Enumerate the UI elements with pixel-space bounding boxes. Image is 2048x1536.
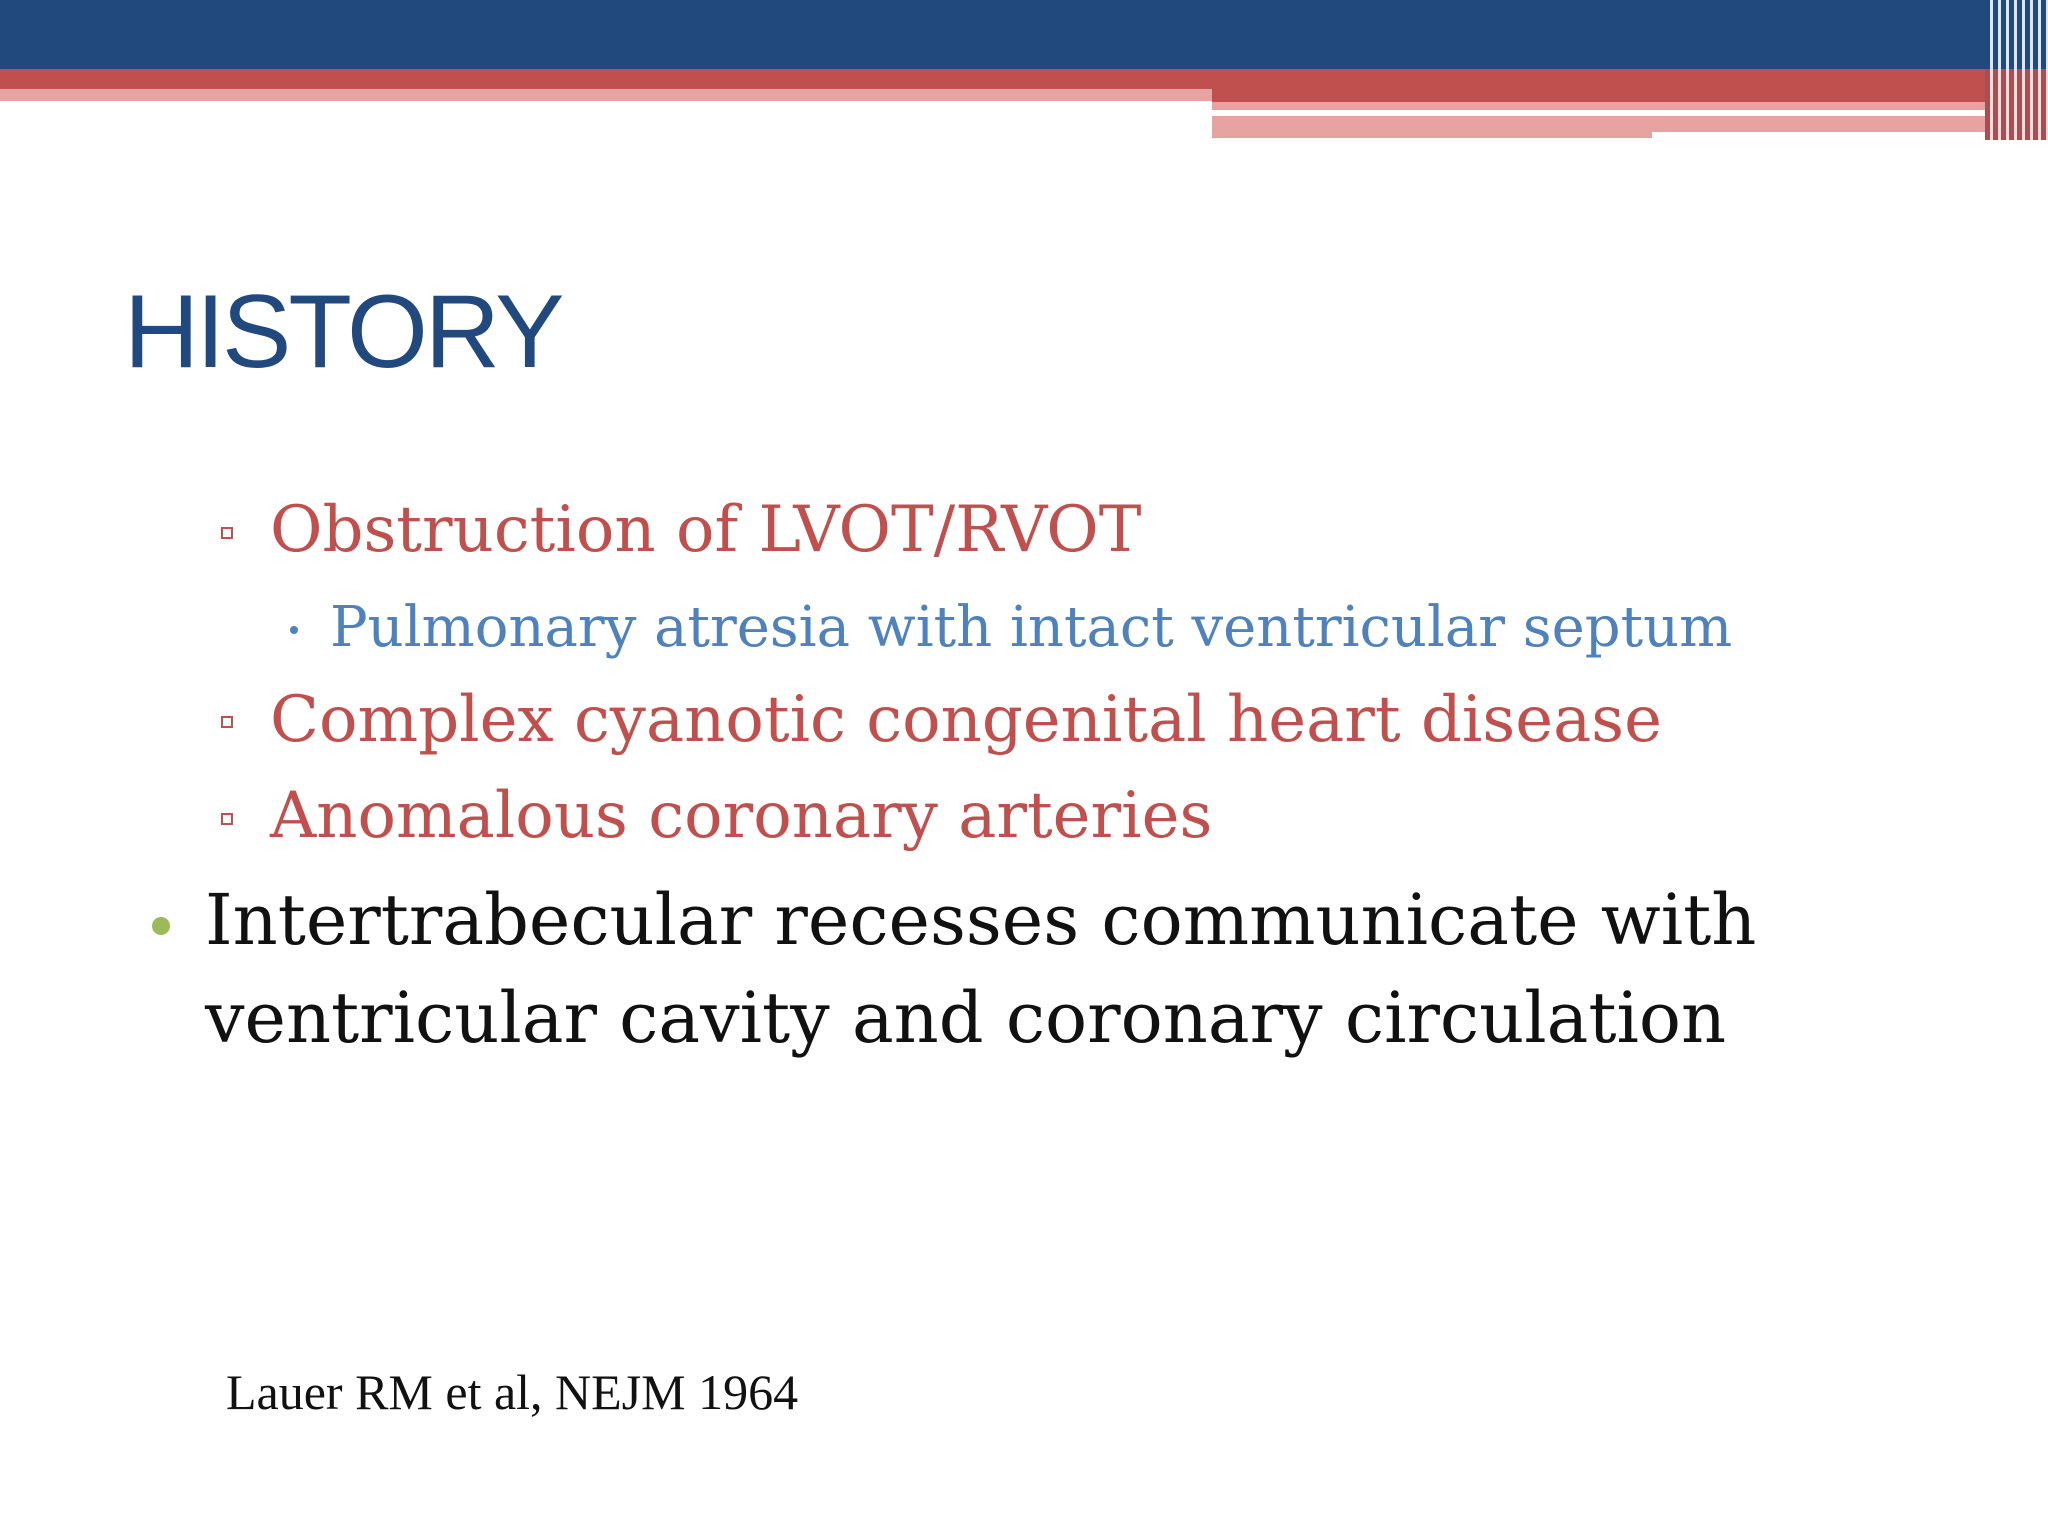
square-bullet-icon xyxy=(221,527,233,539)
list-item-complex-cyanotic: Complex cyanotic congenital heart disease xyxy=(270,683,1662,757)
list-item-anomalous-coronary: Anomalous coronary arteries xyxy=(270,779,1213,853)
slide-title: HISTORY xyxy=(124,274,562,390)
list-item-obstruction: Obstruction of LVOT/RVOT xyxy=(270,493,1142,567)
list-item-pulmonary-atresia: Pulmonary atresia with intact ventricular septum xyxy=(330,595,1733,660)
square-bullet-icon xyxy=(221,813,233,825)
citation: Lauer RM et al, NEJM 1964 xyxy=(226,1364,799,1420)
header-red-bar-right xyxy=(1212,89,2010,102)
header-blue-bar xyxy=(0,0,2048,69)
list-item-intertrabecular-line-2: ventricular cavity and coronary circulation xyxy=(205,977,1727,1059)
list-item-intertrabecular-line-1: Intertrabecular recesses communicate with xyxy=(205,879,1757,961)
header-pink-bar-right xyxy=(1212,102,2010,110)
header-pink-bar-left xyxy=(0,89,1212,101)
header-stripes-decoration-red xyxy=(1985,69,2048,140)
dot-bullet-icon xyxy=(152,917,170,935)
header-pink-bar-low xyxy=(1212,116,1652,138)
header-red-bar xyxy=(0,69,2010,89)
square-bullet-icon xyxy=(221,716,233,728)
header-pink-bar-low-right xyxy=(1652,116,2010,132)
dot-bullet-icon xyxy=(290,626,298,634)
